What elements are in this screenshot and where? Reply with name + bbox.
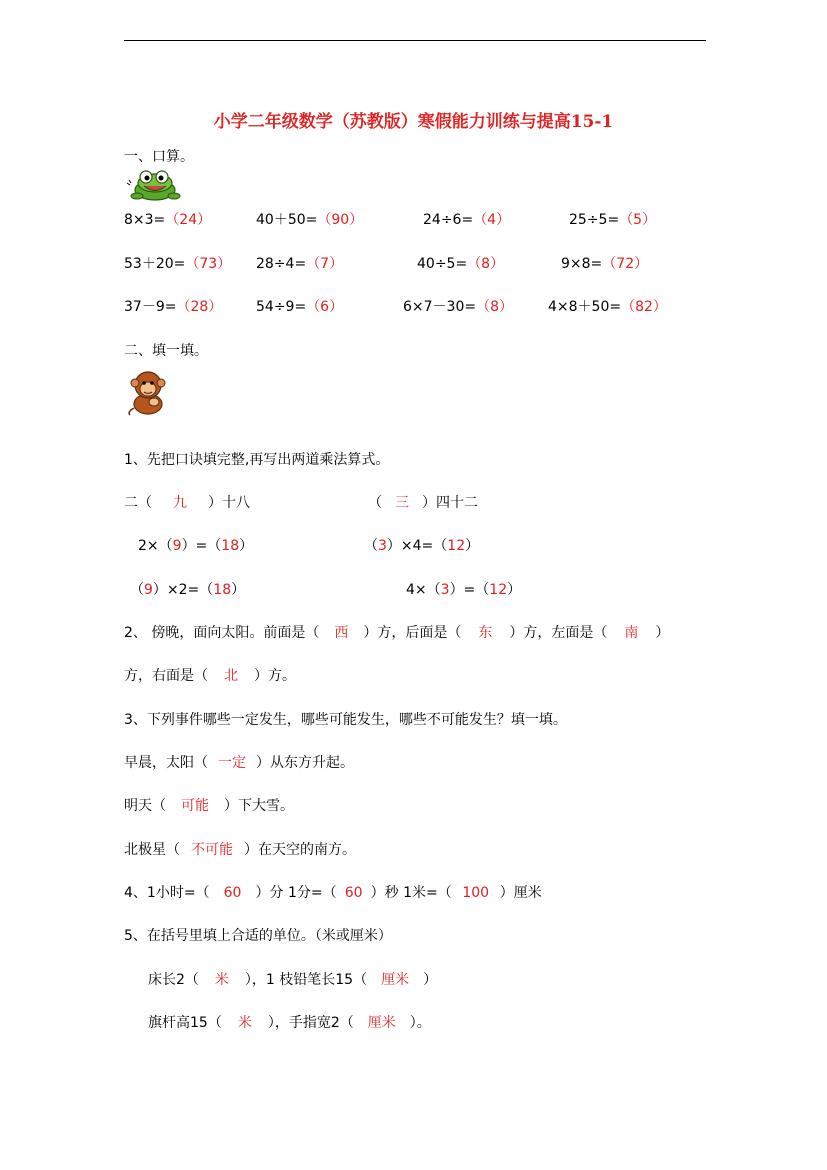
- answer: 12: [489, 582, 508, 598]
- q3-item-1: [124, 756, 354, 770]
- text: ）×4=（: [386, 538, 448, 554]
- text: ）: [655, 625, 670, 641]
- calc-answer: （7）: [306, 256, 344, 272]
- q1-prompt: 1、先把口诀填完整,再写出两道乘法算式。: [124, 452, 390, 468]
- answer: 3: [440, 582, 450, 598]
- section2-heading: 二、填一填。: [124, 343, 208, 359]
- text: ）×2=（: [152, 582, 214, 598]
- answer: 18: [213, 582, 232, 598]
- calc-answer: （5）: [619, 212, 657, 228]
- calc-answer: （90）: [317, 212, 364, 228]
- frog-icon: [124, 168, 182, 202]
- text: ）: [465, 538, 480, 554]
- calc-answer: （4）: [473, 212, 511, 228]
- q1-right-eq2: [406, 583, 521, 597]
- answer: 9: [172, 538, 182, 554]
- text: ）: [507, 582, 522, 598]
- text: （: [130, 582, 144, 598]
- text: ）秒 1米=（: [370, 885, 452, 901]
- q1-left-eq1: [138, 539, 253, 553]
- answer: 3: [378, 538, 387, 554]
- calc-answer: （82）: [621, 299, 667, 315]
- answer: 18: [221, 538, 240, 554]
- text: ）: [231, 582, 246, 598]
- calc-1-3: [423, 213, 510, 227]
- answer: 东: [478, 625, 493, 641]
- text: ）方，左面是（: [509, 625, 608, 641]
- monkey-icon: [124, 368, 170, 416]
- text: （: [364, 538, 378, 554]
- text: ），1 枝铅笔长15（: [244, 972, 368, 988]
- text: 旗杆高15（: [148, 1015, 222, 1031]
- answer: 三: [395, 495, 409, 511]
- q5-line2: [148, 1016, 431, 1030]
- calc-1-2: [256, 213, 363, 227]
- calc-question: 40＋50=: [256, 212, 318, 228]
- calc-3-4: [548, 300, 667, 314]
- answer: 100: [462, 885, 490, 901]
- q2-line2: [124, 669, 296, 683]
- calc-question: 8×3=: [124, 212, 166, 228]
- text: ）下大雪。: [224, 798, 294, 814]
- calc-answer: （28）: [176, 299, 223, 315]
- text: 早晨，太阳（: [124, 755, 208, 771]
- calc-answer: （73）: [185, 256, 232, 272]
- text: ）分 1分=（: [255, 885, 337, 901]
- answer: 米: [214, 972, 229, 988]
- q4-line: [124, 886, 542, 900]
- answer: 60: [344, 885, 363, 901]
- text: （: [368, 495, 382, 511]
- answer: 西: [334, 625, 349, 641]
- answer: 厘米: [367, 1015, 396, 1031]
- calc-1-4: [569, 213, 656, 227]
- calc-answer: （24）: [165, 212, 212, 228]
- answer: 厘米: [381, 972, 410, 988]
- q1-left-rhyme: [124, 496, 250, 510]
- answer: 12: [447, 538, 466, 554]
- calc-2-2: [256, 257, 343, 271]
- q1-right-eq1: [364, 539, 479, 553]
- calc-answer: （8）: [467, 256, 505, 272]
- q1-left-eq2: [130, 583, 245, 597]
- text: ）方，后面是（: [363, 625, 462, 641]
- calc-2-4: [561, 257, 648, 271]
- text: ），手指宽2（: [267, 1015, 354, 1031]
- text: 北极星（: [124, 842, 180, 858]
- text: ）从东方升起。: [256, 755, 354, 771]
- q3-prompt: 3、下列事件哪些一定发生，哪些可能发生，哪些不可能发生？填一填。: [124, 712, 567, 728]
- calc-2-3: [417, 257, 504, 271]
- text: ）方。: [254, 668, 296, 684]
- calc-answer: （72）: [602, 256, 649, 272]
- calc-question: 4×8＋50=: [548, 299, 622, 315]
- calc-2-1: [124, 257, 231, 271]
- calc-question: 9×8=: [561, 256, 603, 272]
- text: 方，右面是（: [124, 668, 208, 684]
- calc-3-3: [403, 300, 513, 314]
- text: 4×（: [406, 582, 441, 598]
- calc-question: 25÷5=: [569, 212, 620, 228]
- text: 明天（: [124, 798, 166, 814]
- answer: 北: [224, 668, 238, 684]
- calc-question: 53＋20=: [124, 256, 186, 272]
- calc-question: 28÷4=: [256, 256, 307, 272]
- text: 床长2（: [148, 972, 199, 988]
- calc-question: 24÷6=: [423, 212, 474, 228]
- calc-3-1: [124, 300, 222, 314]
- q3-item-3: [124, 843, 356, 857]
- answer: 九: [173, 495, 187, 511]
- text: ）=（: [449, 582, 490, 598]
- q2-line1: [124, 626, 669, 640]
- text: 2×（: [138, 538, 173, 554]
- calc-answer: （6）: [306, 299, 344, 315]
- text: 4、1小时=（: [124, 885, 210, 901]
- page-title: 小学二年级数学（苏教版）寒假能力训练与提高15-1: [213, 112, 614, 132]
- text: ）在天空的南方。: [244, 842, 356, 858]
- calc-question: 37－9=: [124, 299, 177, 315]
- q1-right-rhyme: [368, 496, 478, 510]
- answer: 南: [624, 625, 639, 641]
- text: ）四十二: [422, 495, 478, 511]
- text: 2、 傍晚，面向太阳。前面是（: [124, 625, 320, 641]
- calc-answer: （8）: [476, 299, 514, 315]
- q5-prompt: 5、在括号里填上合适的单位。（米或厘米）: [124, 928, 392, 944]
- text: ）=（: [181, 538, 222, 554]
- calc-question: 6×7－30=: [403, 299, 477, 315]
- calc-question: 40÷5=: [417, 256, 468, 272]
- answer: 不可能: [191, 842, 233, 858]
- text: ）十八: [208, 495, 250, 511]
- section1-heading: 一、口算。: [124, 149, 194, 165]
- answer: 可能: [181, 798, 209, 814]
- answer: 一定: [218, 755, 246, 771]
- answer: 米: [237, 1015, 252, 1031]
- calc-1-1: [124, 213, 211, 227]
- text: ）: [239, 538, 254, 554]
- q3-item-2: [124, 799, 294, 813]
- calc-3-2: [256, 300, 343, 314]
- q5-line1: [148, 973, 437, 987]
- text: ）。: [409, 1015, 431, 1031]
- header-rule: [124, 40, 706, 41]
- text: ）: [423, 972, 438, 988]
- text: 二（: [124, 495, 152, 511]
- calc-question: 54÷9=: [256, 299, 307, 315]
- text: ）厘米: [499, 885, 542, 901]
- answer: 60: [223, 885, 242, 901]
- answer: 9: [144, 582, 153, 598]
